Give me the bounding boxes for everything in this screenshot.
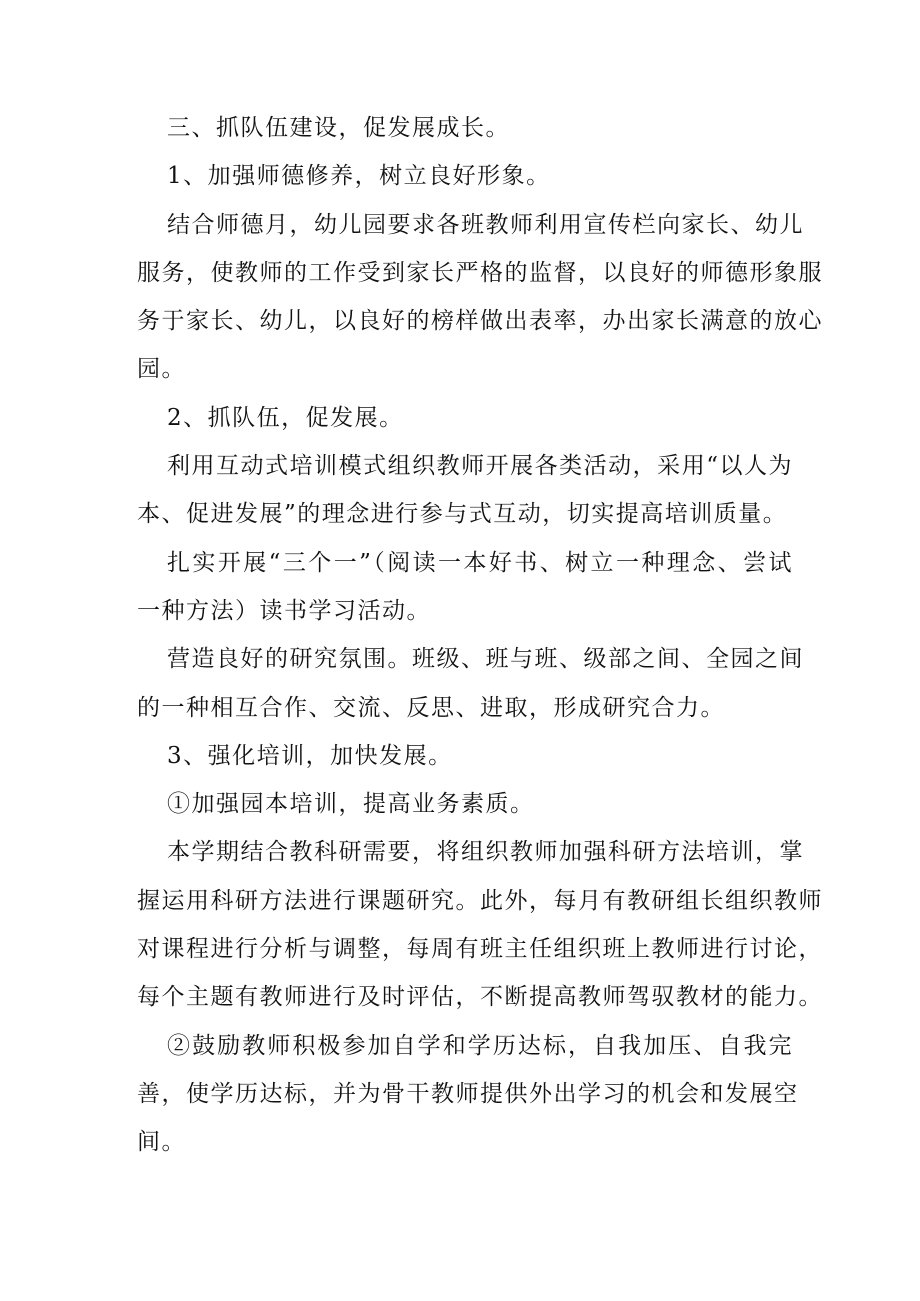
text-line: 2、抓队伍，促发展。 bbox=[167, 404, 404, 431]
paragraph bbox=[137, 201, 823, 394]
text-line: ①加强园本培训，提高业务素质。 bbox=[167, 791, 535, 818]
text-line: 1、加强师德修养，树立良好形象。 bbox=[167, 163, 551, 190]
text-line: 本、促进发展”的理念进行参与式互动，切实提高培训质量。 bbox=[137, 501, 788, 528]
text-line: 营造良好的研究氛围。班级、班与班、级部之间、全园之间 bbox=[167, 646, 804, 673]
text-line: 间。 bbox=[137, 1129, 186, 1156]
text-line: 本学期结合教科研需要，将组织教师加强科研方法培训，掌 bbox=[167, 839, 804, 866]
paragraph bbox=[137, 780, 793, 828]
text-line: 握运用科研方法进行课题研究。此外，每月有教研组长组织教师 bbox=[137, 887, 823, 914]
text-line: 扎实开展“三个一”（阅读一本好书、树立一种理念、尝试 bbox=[167, 549, 793, 576]
document-body bbox=[137, 104, 823, 1167]
text-line: 对课程进行分析与调整，每周有班主任组织班上教师进行讨论， bbox=[137, 936, 823, 963]
text-line: 一种方法）读书学习活动。 bbox=[137, 597, 431, 624]
text-line: 务于家长、幼儿，以良好的榜样做出表率，办出家长满意的放心 bbox=[137, 308, 823, 335]
paragraph bbox=[137, 394, 793, 442]
text-line: 利用互动式培训模式组织教师开展各类活动，采用“以人为 bbox=[167, 453, 793, 480]
text-line: 善，使学历达标，并为骨干教师提供外出学习的机会和发展空 bbox=[137, 1080, 799, 1107]
text-line: 服务，使教师的工作受到家长严格的监督，以良好的师德形象服 bbox=[137, 259, 823, 286]
paragraph bbox=[137, 635, 804, 732]
paragraph bbox=[137, 152, 793, 200]
text-line: 结合师德月，幼儿园要求各班教师利用宣传栏向家长、幼儿 bbox=[167, 211, 804, 238]
paragraph bbox=[137, 539, 793, 636]
paragraph bbox=[137, 104, 793, 152]
paragraph bbox=[137, 828, 823, 1021]
text-line: ②鼓励教师积极参加自学和学历达标，自我加压、自我完 bbox=[167, 1032, 793, 1059]
paragraph bbox=[137, 442, 793, 539]
text-line: 的一种相互合作、交流、反思、进取，形成研究合力。 bbox=[137, 694, 725, 721]
text-line: 园。 bbox=[137, 356, 186, 383]
text-line: 三、抓队伍建设，促发展成长。 bbox=[167, 115, 510, 141]
paragraph bbox=[137, 732, 793, 780]
paragraph bbox=[137, 1022, 799, 1167]
text-line: 每个主题有教师进行及时评估，不断提高教师驾驭教材的能力。 bbox=[137, 984, 823, 1011]
text-line: 3、强化培训，加快发展。 bbox=[167, 742, 453, 769]
